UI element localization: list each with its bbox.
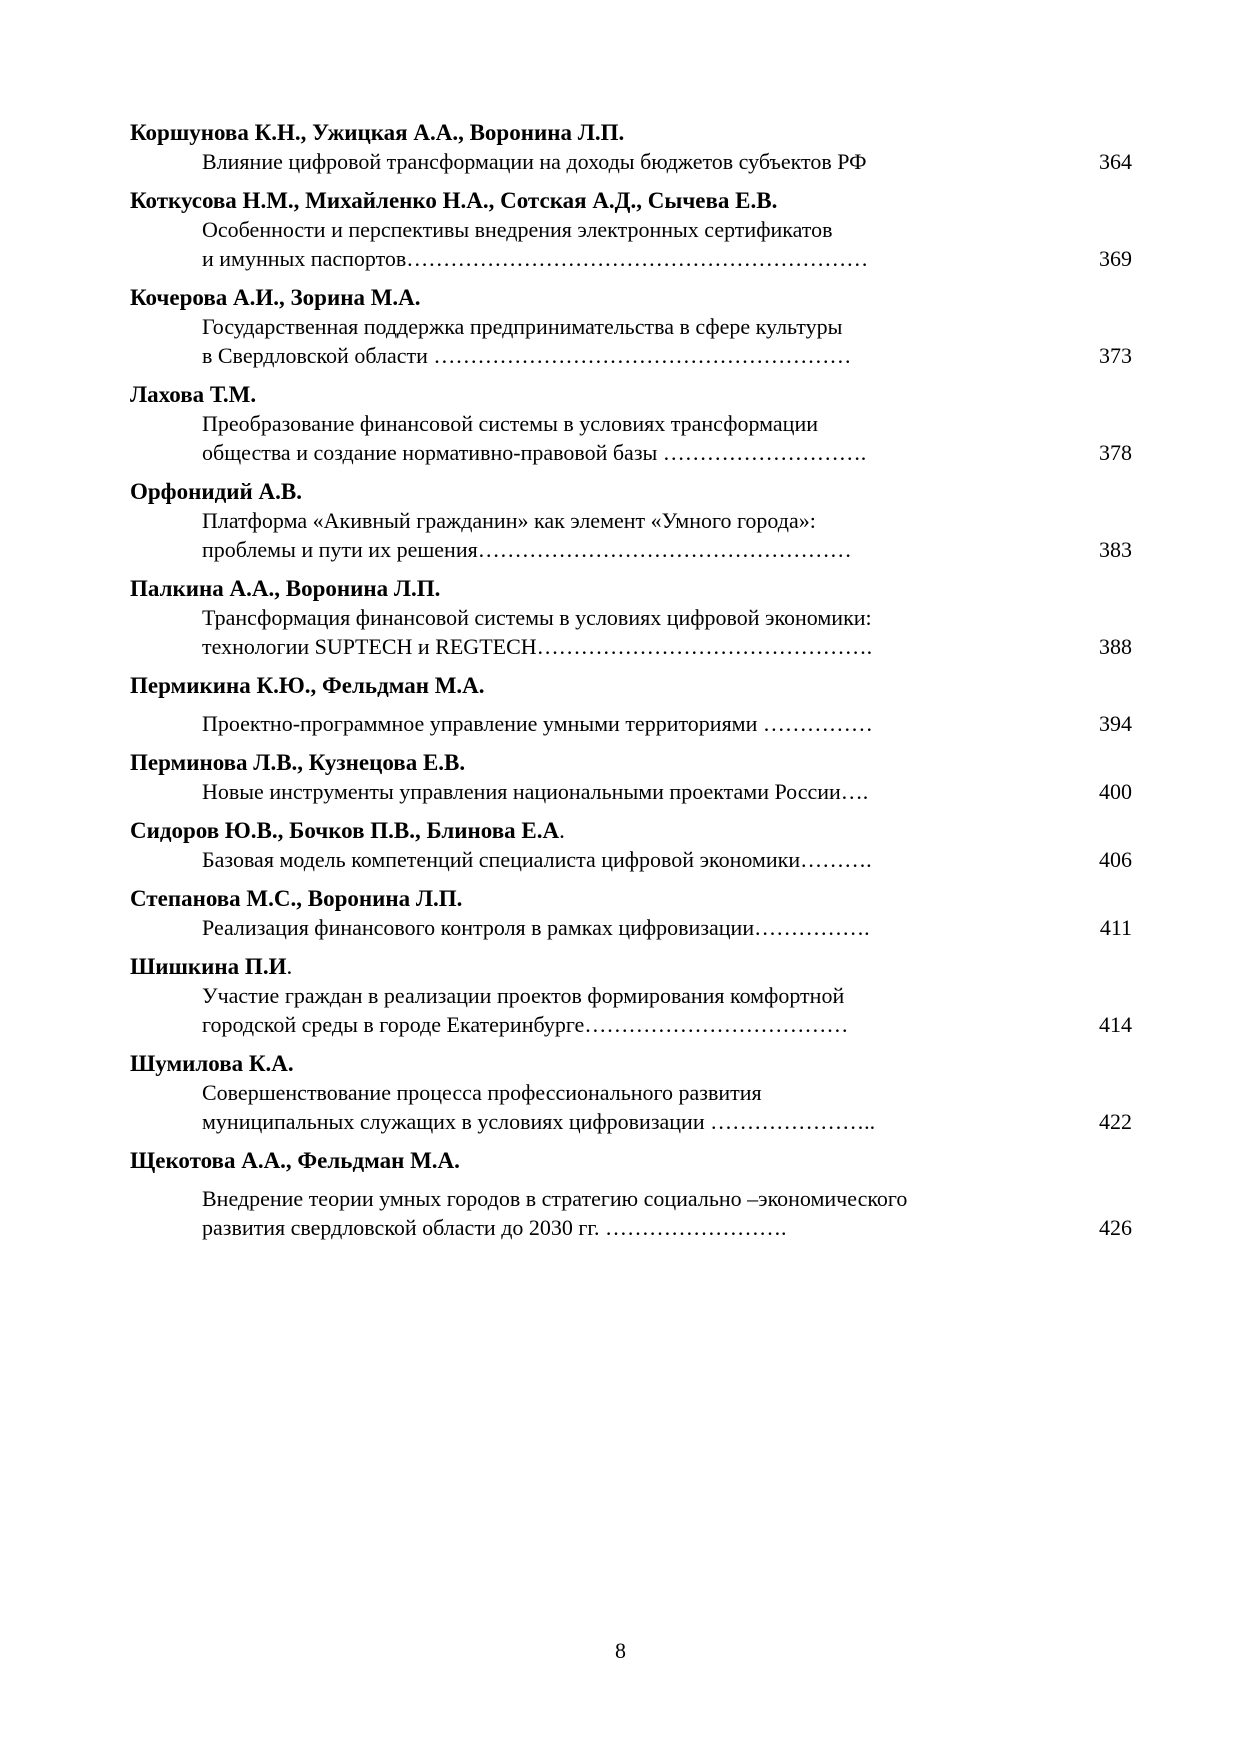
entry-title-line: Проектно-программное управление умными территориями …………… [202, 711, 873, 736]
entry-title [130, 777, 1140, 806]
entry-title [130, 1184, 1140, 1242]
entry-title [130, 147, 1140, 176]
entry-authors-line [130, 952, 1140, 981]
entry-authors: Пермикина К.Ю., Фельдман М.А. [130, 673, 485, 698]
entry-title-line: общества и создание нормативно-правовой базы ………………………. [202, 440, 867, 465]
entry-page-number: 411 [1099, 915, 1132, 940]
entry-title-line: Преобразование финансовой системы в условиях трансформации [202, 411, 818, 436]
toc-entry [130, 283, 1140, 370]
entry-title [130, 506, 1140, 564]
entry-page-number: 369 [1099, 246, 1132, 271]
entry-title [130, 1078, 1140, 1136]
entry-authors: Сидоров Ю.В., Бочков П.В., Блинова Е.А [130, 818, 560, 843]
entry-title-line: Новые инструменты управления национальными проектами России…. [202, 779, 869, 804]
entry-title-line: Государственная поддержка предпринимательства в сфере культуры [202, 314, 843, 339]
entry-authors: Орфонидий А.В. [130, 479, 302, 504]
entry-page-number: 378 [1099, 440, 1132, 465]
entry-authors: Лахова Т.М. [130, 382, 257, 407]
entry-authors: Шумилова К.А. [130, 1051, 294, 1076]
toc-entry [130, 816, 1140, 874]
entry-title-line: Внедрение теории умных городов в стратегию социально –экономического [202, 1186, 908, 1211]
entry-title [130, 603, 1140, 661]
entry-authors: Перминова Л.В., Кузнецова Е.В. [130, 750, 466, 775]
entry-authors-tail: . [286, 954, 293, 979]
toc-entry [130, 952, 1140, 1039]
toc-entry [130, 118, 1140, 176]
entry-title [130, 709, 1140, 738]
entry-title-line: Совершенствование процесса профессионального развития [202, 1080, 762, 1105]
entry-title-line: проблемы и пути их решения…………………………………………… [202, 537, 852, 562]
entry-title-line: городской среды в городе Екатеринбурге……………………………… [202, 1012, 849, 1037]
entry-page-number: 422 [1099, 1109, 1132, 1134]
entry-page-number: 388 [1099, 634, 1132, 659]
toc-entry [130, 574, 1140, 661]
entry-title-line: Трансформация финансовой системы в условиях цифровой экономики: [202, 605, 872, 630]
entry-title-line: Платформа «Акивный гражданин» как элемент «Умного города»: [202, 508, 816, 533]
entry-page-number: 394 [1099, 711, 1132, 736]
entry-page-number: 400 [1099, 779, 1132, 804]
entry-authors: Палкина А.А., Воронина Л.П. [130, 576, 441, 601]
page-number: 8 [615, 1638, 626, 1663]
entry-page-number: 414 [1099, 1012, 1132, 1037]
entry-authors: Кочерова А.И., Зорина М.А. [130, 285, 421, 310]
entry-authors-line [130, 816, 1140, 845]
entry-title [130, 981, 1140, 1039]
entry-page-number: 373 [1099, 343, 1132, 368]
entry-page-number: 364 [1099, 149, 1132, 174]
entry-authors: Шишкина П.И [130, 954, 287, 979]
entry-title [130, 215, 1140, 273]
entry-page-number: 426 [1099, 1215, 1132, 1240]
toc-entry [130, 477, 1140, 564]
entry-title-line: Особенности и перспективы внедрения электронных сертификатов [202, 217, 833, 242]
toc-entry [130, 380, 1140, 467]
entry-authors-tail: . [559, 818, 565, 843]
toc-entry [130, 1049, 1140, 1136]
entry-authors: Коткусова Н.М., Михайленко Н.А., Сотская А.Д., Сычева Е.В. [130, 188, 778, 213]
entry-title-line: муниципальных служащих в условиях цифровизации ………………….. [202, 1109, 876, 1134]
table-of-contents [130, 118, 1140, 1252]
entry-title-line: в Свердловской области ………………………………………………… [202, 343, 852, 368]
entry-title-line: развития свердловской области до 2030 гг. ……………………. [202, 1215, 787, 1240]
toc-entry [130, 1146, 1140, 1242]
entry-authors: Щекотова А.А., Фельдман М.А. [130, 1148, 460, 1173]
toc-entry [130, 884, 1140, 942]
entry-authors: Степанова М.С., Воронина Л.П. [130, 886, 463, 911]
entry-title [130, 312, 1140, 370]
entry-title [130, 845, 1140, 874]
entry-page-number: 406 [1099, 847, 1132, 872]
entry-authors: Коршунова К.Н., Ужицкая А.А., Воронина Л.П. [130, 120, 625, 145]
entry-title-line: Участие граждан в реализации проектов формирования комфортной [202, 983, 845, 1008]
entry-title-line: и имунных паспортов……………………………………………………… [202, 246, 869, 271]
toc-entry [130, 671, 1140, 738]
entry-title-line: технологии SUPTECH и REGTECH………………………………………. [202, 634, 873, 659]
entry-page-number: 383 [1099, 537, 1132, 562]
toc-entry [130, 186, 1140, 273]
entry-title [130, 913, 1140, 942]
entry-title-line: Влияние цифровой трансформации на доходы бюджетов субъектов РФ [202, 149, 867, 174]
entry-title [130, 409, 1140, 467]
entry-title-line: Реализация финансового контроля в рамках цифровизации……………. [202, 915, 870, 940]
toc-entry [130, 748, 1140, 806]
entry-title-line: Базовая модель компетенций специалиста цифровой экономики………. [202, 847, 872, 872]
